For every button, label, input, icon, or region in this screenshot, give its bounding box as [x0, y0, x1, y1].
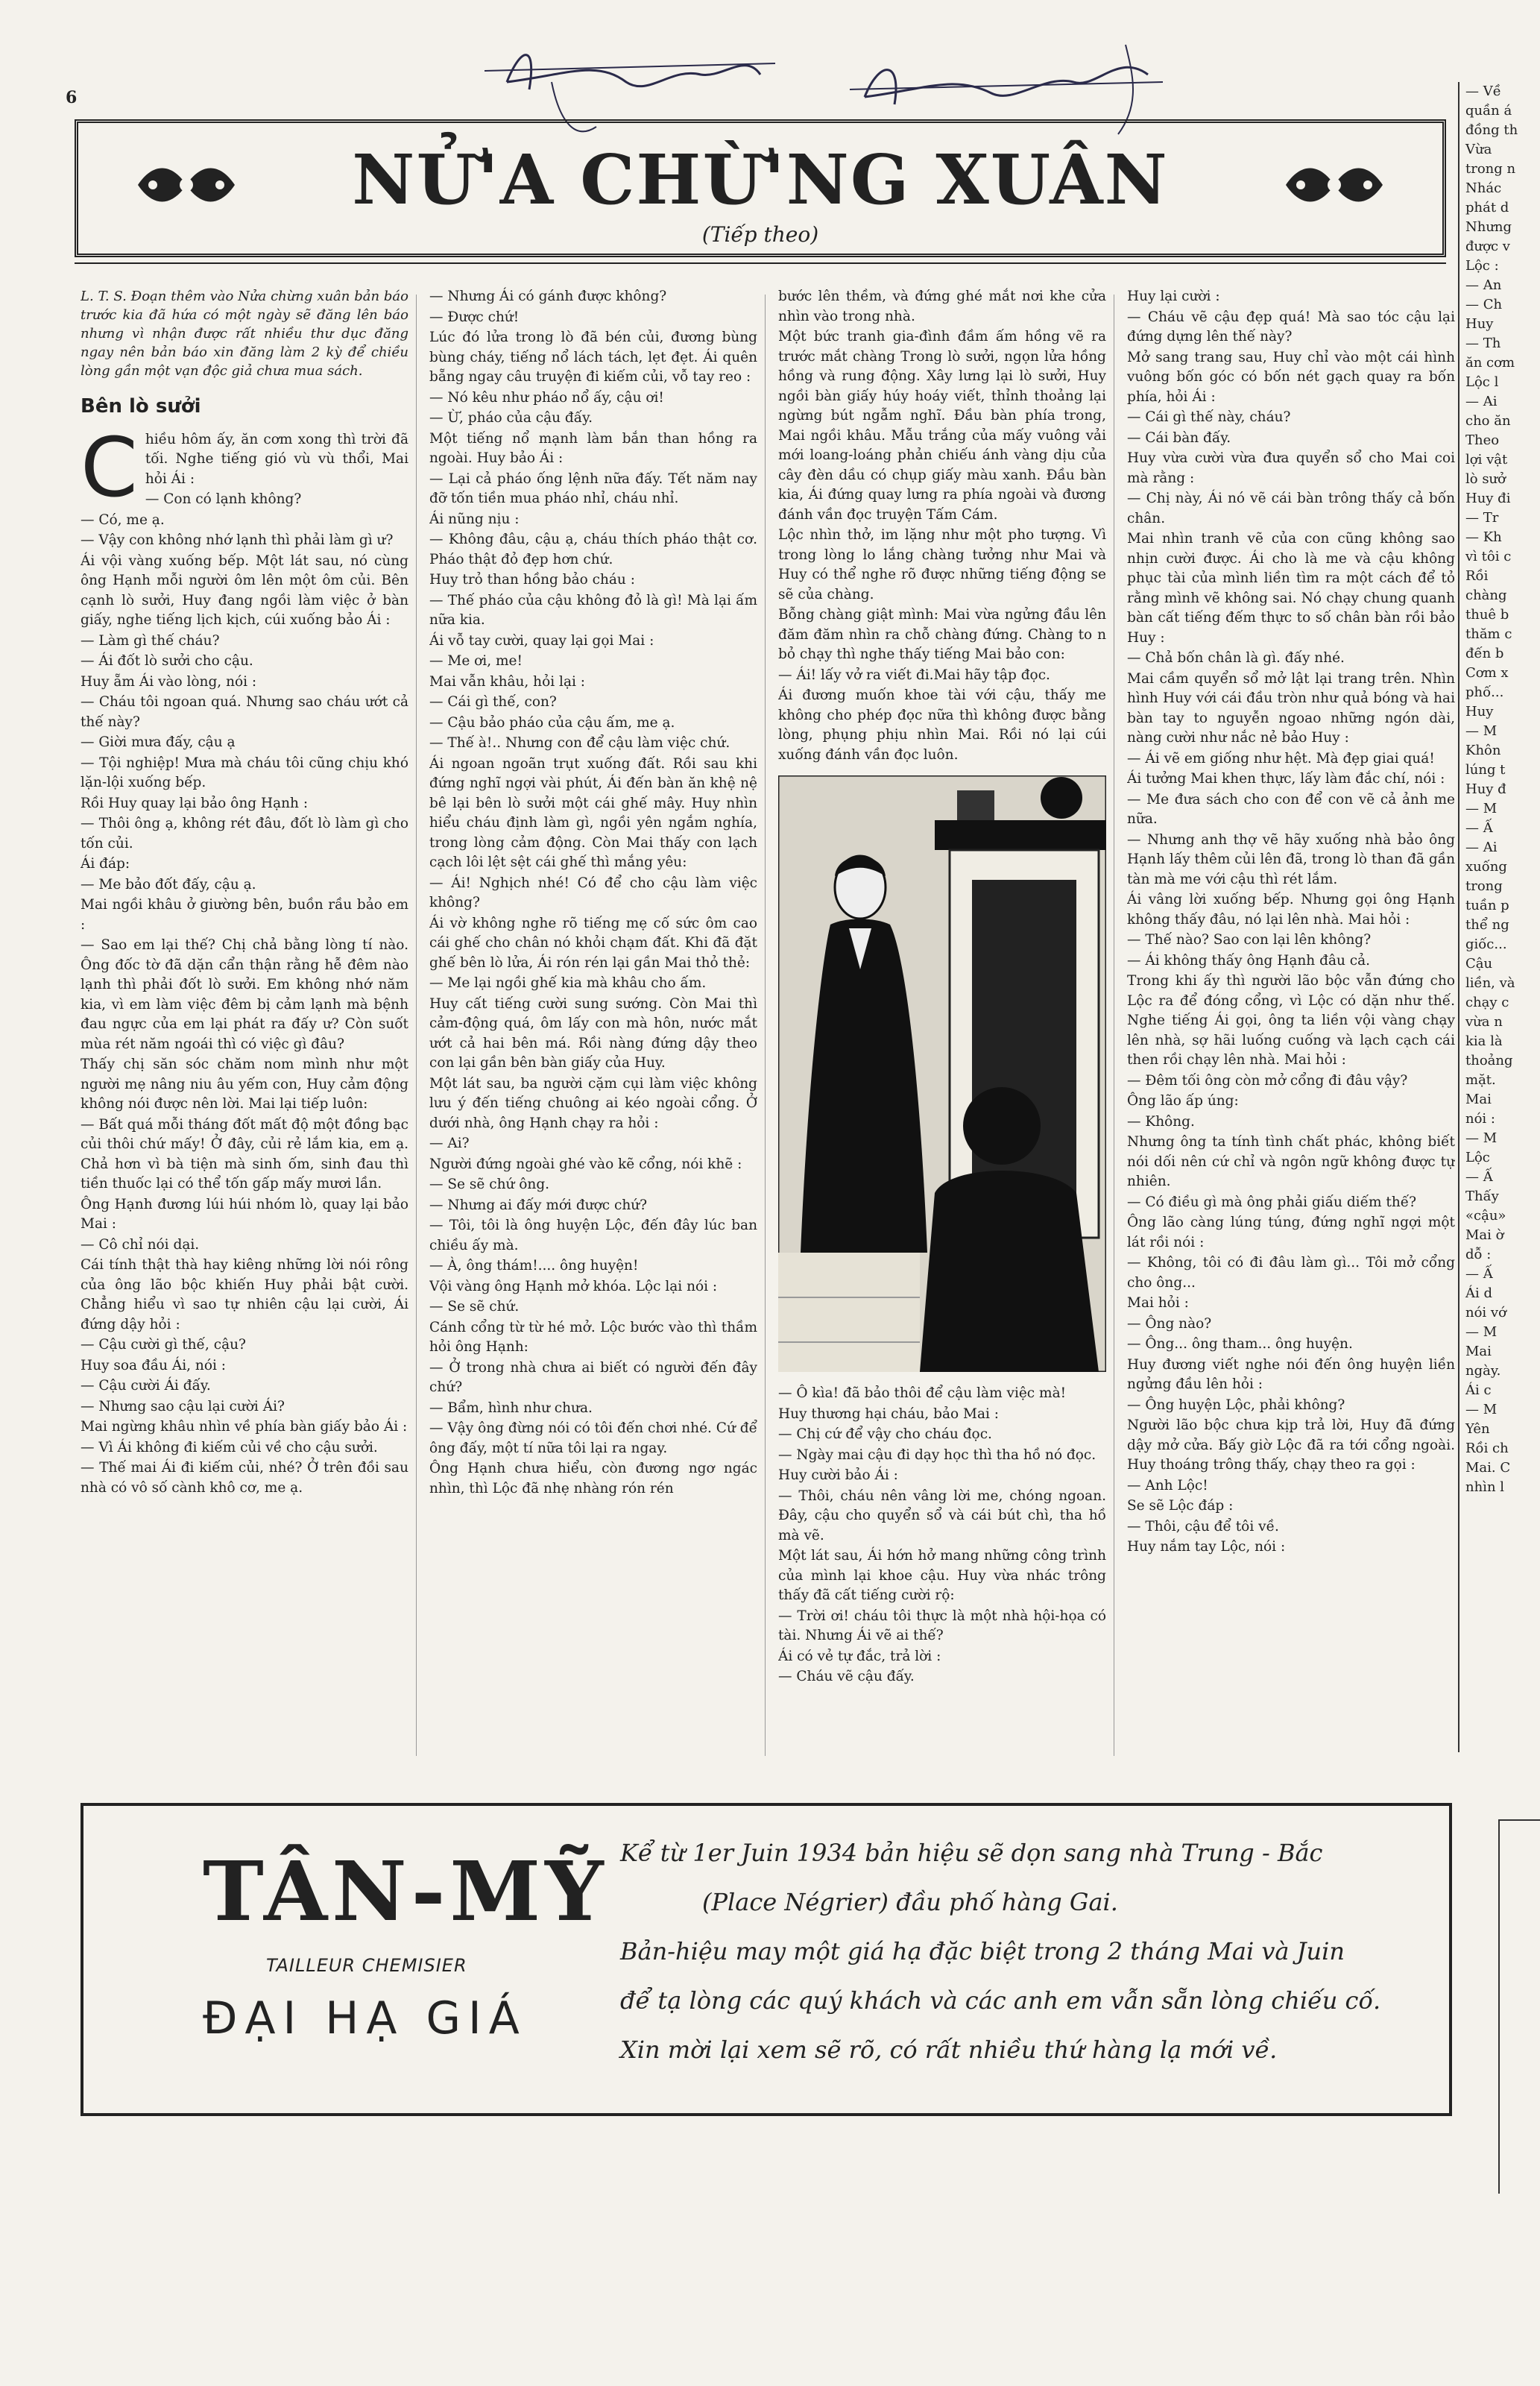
paragraph: — Cái gì thế này, cháu? — [1127, 409, 1291, 425]
paragraph: — Chả bốn chân là gì. đấy nhé. — [1127, 650, 1345, 666]
fragment-line: Mai — [1465, 1344, 1492, 1359]
fragment-line: chàng — [1465, 588, 1507, 603]
paragraph: — Có, me ạ. — [81, 511, 165, 528]
fragment-line: — Kh — [1465, 529, 1502, 545]
fragment-line: Mai ờ — [1465, 1227, 1504, 1243]
fragment-line: — Ch — [1465, 297, 1503, 312]
fragment-line: lợi vật — [1465, 452, 1508, 468]
paragraph: Ái nũng nịu : — [429, 511, 520, 527]
paragraph: — Vì Ái không đi kiếm củi về cho cậu sưởi. — [81, 1439, 378, 1455]
fragment-line: nhìn l — [1465, 1479, 1505, 1495]
paragraph: Mai vẫn khâu, hỏi lại : — [429, 673, 586, 690]
paragraph: — Nhưng anh thợ vẽ hãy xuống nhà bảo ông Hạnh lấy thêm củi lên đã, trong lò than đã gần tàn mà me với cậu thì rét lắm. — [1127, 831, 1455, 887]
paragraph: — Bẩm, hình như chưa. — [429, 1400, 593, 1416]
fragment-line: Nhưng — [1465, 219, 1512, 235]
paragraph: — Thôi ông ạ, không rét đâu, đốt lò làm gì cho tốn củi. — [81, 816, 408, 852]
column-1 — [81, 287, 408, 1756]
fragment-line: Huy — [1465, 316, 1494, 332]
paragraph: — Thế nào? Sao con lại lên không? — [1127, 932, 1372, 948]
paragraph: — Không. — [1127, 1113, 1195, 1130]
ad-text — [620, 1828, 1425, 2074]
paragraph: — Cậu bảo pháo của cậu ấm, me ạ. — [429, 714, 675, 731]
paragraph: — Thế mai Ái đi kiếm củi, nhé? Ở trên đồi sau nhà có vô số cành khô cơ, me ạ. — [81, 1460, 408, 1496]
paragraph: — Anh Lộc! — [1127, 1477, 1208, 1493]
paragraph: — Nó kêu như pháo nổ ấy, cậu ơi! — [429, 389, 664, 406]
paragraph: bước lên thềm, và đứng ghé mắt nơi khe cửa nhìn vào trong nhà. — [778, 289, 1106, 324]
column-3 — [778, 287, 1106, 1756]
paragraph: Một bức tranh gia-đình đầm ấm hồng vẽ ra trước mắt chàng Trong lò sưởi, ngọn lửa hồng hồng và rung động. Xây lưng lại lò sưởi, Huy ngồi bàn giấy húy hoáy viết, thỉnh thoảng lại ngừng bút ngẫm nghĩ. Đầu bàn phía trong, Mai ngồi khâu. Mẫu trắng của mấy vuông vải mới loang-loáng phản chiếu ánh vàng dịu của cây đèn dầu có chụp giấy màu xanh. Đầu bàn kia, Ái đứng quay lưng ra phía ngoài và đương đánh vần đọc truyện Tấm Cám. — [778, 329, 1106, 523]
paragraph: — Tôi, tôi là ông huyện Lộc, đến đây lúc ban chiều ấy mà. — [429, 1218, 757, 1253]
paragraph: Một lát sau, ba người cặm cụi làm việc không lưu ý đến tiếng chuông ai kéo ngoài cổng. Ở dưới nhà, ông Hạnh chạy ra hỏi : — [429, 1075, 757, 1131]
ad-line: Kể từ 1er Juin 1934 bản hiệu sẽ dọn sang nhà Trung - Bắc — [620, 1839, 1323, 1867]
fragment-line: Rồi ch — [1465, 1441, 1509, 1456]
paragraph: — Ái không thấy ông Hạnh đâu cả. — [1127, 952, 1371, 969]
paragraph: Ái tưởng Mai khen thực, lấy làm đắc chí, nói : — [1127, 771, 1445, 787]
fragment-line: ngày. — [1465, 1363, 1501, 1379]
divider — [75, 262, 1446, 264]
fragment-line: nói vớ — [1465, 1305, 1506, 1321]
paragraph: — Cậu cười gì thế, cậu? — [81, 1337, 246, 1353]
paragraph: Lộc nhìn thở, im lặng như một pho tượng. Vì trong lòng lo lắng chàng tưởng như Mai và Huy có thể nghe rõ được những tiếng động se sẽ của chàng. — [778, 527, 1106, 602]
paragraph: Huy soa đầu Ái, nói : — [81, 1357, 227, 1373]
paragraph: — Ái vẽ em giống như hệt. Mà đẹp giai quá! — [1127, 750, 1435, 767]
paragraph: — Ừ, pháo của cậu đấy. — [429, 410, 593, 426]
paragraph: — Con có lạnh không? — [145, 491, 302, 507]
paragraph: Mở sang trang sau, Huy chỉ vào một cái hình vuông bốn góc có bốn nét gạch quay ra bốn phía, hỏi Ái : — [1127, 349, 1455, 405]
fragment-line: Rồi — [1465, 568, 1489, 584]
fragment-line: — Ấ — [1465, 820, 1493, 836]
fragment-line: vì tôi c — [1465, 549, 1512, 564]
ad-line: (Place Négrier) đầu phố hàng Gai. — [702, 1888, 1118, 1916]
paragraph: Ông lão ấp úng: — [1127, 1093, 1239, 1109]
fragment-line: Huy đi — [1465, 491, 1511, 506]
paragraph: — Tội nghiệp! Mưa mà cháu tôi cũng chịu khó lặn-lội xuống bếp. — [81, 755, 408, 790]
article-title: NỬ'A CHỪ'NG XUÂN — [352, 139, 1169, 220]
fragment-line: — Về — [1465, 84, 1501, 99]
fragment-line: quần á — [1465, 103, 1512, 119]
paragraph: — Cái bàn đấy. — [1127, 429, 1231, 446]
section-heading: Bên lò sưởi — [81, 395, 201, 418]
fragment-line: — M — [1465, 1130, 1498, 1146]
paragraph: Ái đương muốn khoe tài với cậu, thấy me không cho phép đọc nữa thì không được bằng lòng, phụng phịu nhìn Mai. Rồi nó lại cúi xuống đánh vần đọc luôn. — [778, 687, 1106, 763]
fragment-line: — Ai — [1465, 840, 1498, 855]
paragraph: — Cái gì thế, con? — [429, 694, 557, 710]
fragment-line: Lộc l — [1465, 374, 1499, 390]
fragment-line: — Ấ — [1465, 1266, 1493, 1282]
fragment-line: thoảng — [1465, 1053, 1513, 1068]
fragment-line: — An — [1465, 277, 1502, 293]
paragraph: Huy vừa cười vừa đưa quyển sổ cho Mai coi mà rằng : — [1127, 450, 1455, 486]
paragraph: — Se sẽ chứ. — [429, 1299, 520, 1315]
article-body — [81, 287, 1455, 1756]
fragment-line: — Th — [1465, 336, 1501, 351]
paragraph: Bỗng chàng giật mình: Mai vừa ngửng đầu lên đăm đăm nhìn ra chỗ chàng đứng. Chàng to n bỏ chạy thì nghe thấy tiếng Mai bảo con: — [778, 607, 1106, 662]
paragraph: Ái vờ không nghe rõ tiếng mẹ cố sức ôm cao cái ghế cho chân nó khỏi chạm đất. Khi đã đặt ghế bên lò lửa, Ái rón rén lại gần Mai thỏ thẻ: — [429, 915, 757, 971]
paragraph: — Cháu vẽ cậu đấy. — [778, 1669, 915, 1684]
fragment-line: Lộc : — [1465, 258, 1499, 274]
paragraph: — Thôi, cậu để tôi về. — [1127, 1518, 1279, 1534]
paragraph: — Cháu vẽ cậu đẹp quá! Mà sao tóc cậu lại đứng dựng lên thế này? — [1127, 309, 1455, 344]
paragraph: Ông Hạnh chưa hiểu, còn đương ngơ ngác nhìn, thì Lộc đã nhẹ nhàng rón rén — [429, 1461, 757, 1496]
paragraph: — Ái đốt lò sưởi cho cậu. — [81, 653, 253, 669]
fragment-line: trong — [1465, 878, 1503, 894]
paragraph: Ông lão càng lúng túng, đứng nghĩ ngợi một lát rồi nói : — [1127, 1215, 1455, 1250]
paragraph: — Được chứ! — [429, 309, 520, 325]
fragment-line: Ái d — [1465, 1285, 1492, 1301]
column-2 — [429, 287, 757, 1756]
fragment-line: đồng th — [1465, 122, 1518, 138]
fragment-line: — Ấ — [1465, 1169, 1493, 1185]
paragraph: Nhưng ông ta tính tình chất phác, không biết nói dối nên cứ chỉ và ngôn ngữ không được tự nhiên. — [1127, 1134, 1455, 1189]
fragment-line: Huy đ — [1465, 781, 1506, 797]
paragraph: — Thế pháo của cậu không đỏ là gì! Mà lại ấm nữa kia. — [429, 592, 757, 628]
paragraph: Ái có vẻ tự đắc, trả lời : — [778, 1648, 941, 1664]
paragraph: — Ông nào? — [1127, 1315, 1212, 1332]
paragraph: — Ai? — [429, 1136, 470, 1151]
paragraph: — Me đưa sách cho con để con vẽ cả ảnh me nữa. — [1127, 791, 1455, 827]
fragment-line: được v — [1465, 239, 1510, 254]
dropcap: C — [81, 419, 138, 515]
fragment-line: liền, và — [1465, 975, 1515, 991]
fragment-line: — Ai — [1465, 394, 1498, 409]
paragraph: — Giời mưa đấy, cậu ạ — [81, 734, 236, 750]
paragraph: Người lão bộc chưa kịp trả lời, Huy đã đứng dậy mở cửa. Bấy giờ Lộc đã ra tới cổng ngoài. Huy thoáng trông thấy, chạy theo ra gọi : — [1127, 1417, 1455, 1473]
ad-line: Xin mời lại xem sẽ rõ, có rất nhiều thứ hàng lạ mới về. — [620, 2036, 1278, 2064]
paragraph: — À, ông thám!.... ông huyện! — [429, 1258, 639, 1274]
fragment-line: Cậu — [1465, 956, 1493, 972]
illustration-image — [778, 775, 1106, 1372]
fragment-line: — M — [1465, 723, 1498, 739]
column-4 — [1127, 287, 1455, 1756]
paragraph: Huy cất tiếng cười sung sướng. Còn Mai thì cảm-động quá, ôm lấy con mà hôn, nước mắt ướt cả hai bên má. Rồi nàng đứng dậy theo con lại gần bên bàn giấy của Huy. — [429, 995, 757, 1071]
paragraph: Ái đáp: — [81, 856, 130, 872]
paragraph: Huy nắm tay Lộc, nói : — [1127, 1539, 1286, 1555]
paragraph: — Cháu tôi ngoan quá. Nhưng sao cháu ướt cả thế này? — [81, 694, 408, 730]
paragraph: Mai nhìn tranh vẽ của con cũng không sao nhịn cười được. Ái cho là me và cậu không phục tài của mình liền tìm ra một cách để tỏ rằng mình vẽ không sai. Nó chạy chung quanh bàn cất tiếng đếm thực to số chân bàn rồi bảo Huy : — [1127, 531, 1455, 646]
paragraph: — Không đâu, cậu ạ, cháu thích pháo thật cơ. Pháo thật đỏ đẹp hơn chứ. — [429, 532, 757, 567]
fragment-line: Ái c — [1465, 1382, 1492, 1398]
fragment-line: Khôn — [1465, 743, 1501, 758]
fragment-line: đến b — [1465, 646, 1504, 661]
paragraph: Ái ngoan ngoãn trụt xuống đất. Rồi sau khi đứng nghĩ ngợi vài phút, Ái đến bàn ăn khệ nệ bê lại bên lò sưởi một cái ghế mây. Huy nhìn hiểu cháu định làm gì, ngồi yên ngắm nghía, trong lòng cảm động. Còn Mai thấy con lạch cạch lôi lệt sệt cái ghế thì mắng yêu: — [429, 755, 757, 870]
paragraph: hiều hôm ấy, ăn cơm xong thì trời đã tối. Nghe tiếng gió vù vù thổi, Mai hỏi Ái : — [145, 431, 408, 487]
paragraph: Thấy chị săn sóc chăm nom mình như một người mẹ nâng niu âu yếm con, Huy cảm động không nói được nên lời. Mai lại tiếp luôn: — [81, 1057, 408, 1112]
fragment-line: Lộc — [1465, 1150, 1490, 1165]
fragment-line: — Tr — [1465, 510, 1499, 526]
fragment-line: lò sưở — [1465, 471, 1506, 487]
adjacent-ad-fragment — [1498, 1819, 1540, 2194]
fragment-line: thể ng — [1465, 917, 1509, 933]
paragraph: Cánh cổng từ từ hé mở. Lộc bước vào thì thầm hỏi ông Hạnh: — [429, 1319, 757, 1355]
paragraph: — Ái! lấy vở ra viết đi.Mai hãy tập đọc. — [778, 667, 1050, 683]
fragment-line: phố... — [1465, 684, 1504, 700]
fragment-line: — M — [1465, 1324, 1498, 1340]
fragment-line: «cậu» — [1465, 1208, 1506, 1224]
article-header — [75, 119, 1446, 257]
fragment-line: giốc... — [1465, 937, 1507, 952]
fragment-line: nói : — [1465, 1111, 1495, 1127]
fragment-line: vừa n — [1465, 1014, 1503, 1030]
fragment-line: Huy — [1465, 704, 1494, 720]
paragraph: — Ô kìa! đã bảo thôi để cậu làm việc mà! — [778, 1385, 1067, 1401]
paragraph: Ái vội vàng xuống bếp. Một lát sau, nó cùng ông Hạnh mỗi người ôm lên một ôm củi. Bên cạnh lò sưởi, Huy đang ngồi làm việc ở bàn giấy, nghe tiếng lịch kịch, cúi xuống bảo Ái : — [81, 553, 408, 628]
paragraph: — Làm gì thế cháu? — [81, 632, 220, 649]
fragment-line: lúng t — [1465, 762, 1506, 778]
ad-line: để tạ lòng các quý khách và các anh em vẫn sẵn lòng chiếu cố. — [620, 1986, 1381, 2015]
fragment-line: dỗ : — [1465, 1247, 1492, 1262]
paragraph: — Vậy con không nhớ lạnh thì phải làm gì ư? — [81, 532, 394, 548]
fragment-line: kia là — [1465, 1033, 1503, 1049]
paragraph: — Bất quá mỗi tháng đốt mất độ một đồng bạc củi thôi chứ mấy! Ở đây, củi rẻ lắm kia, em ạ. Chả hơn vì bà tiện mà sinh ốm, sinh đau thì tiền thuốc lại có thể tốn gấp mấy mươi lần. — [81, 1116, 408, 1192]
fragment-line: chạy c — [1465, 995, 1509, 1010]
paragraph: Huy trỏ than hồng bảo cháu : — [429, 572, 635, 588]
paragraph: Mai cầm quyển sổ mở lật lại trang trên. Nhìn hình Huy với cái đầu tròn như quả bóng và hai bàn tay to nguyễn ngoao những ngón dài, nàng cười như nắc nẻ bảo Huy : — [1127, 670, 1455, 746]
paragraph: — Me lại ngồi ghế kia mà khâu cho ấm. — [429, 975, 707, 991]
paragraph: — Vậy ông đừng nói có tôi đến chơi nhé. Cứ để ông đấy, một tí nữa tôi lại ra ngay. — [429, 1420, 757, 1456]
paragraph: Ái vâng lời xuống bếp. Nhưng gọi ông Hạnh không thấy đâu, nó lại lên nhà. Mai hỏi : — [1127, 892, 1455, 928]
fragment-line: Theo — [1465, 432, 1500, 448]
fragment-line: — M — [1465, 1402, 1498, 1417]
paragraph: — Trời ơi! cháu tôi thực là một nhà hội-họa có tài. Nhưng Ái vẽ ai thế? — [778, 1608, 1106, 1643]
paragraph: Mai hỏi : — [1127, 1295, 1189, 1311]
paragraph: — Ngày mai cậu đi dạy học thì tha hồ nó đọc. — [778, 1447, 1096, 1463]
fragment-line: tuần p — [1465, 898, 1509, 913]
adjacent-column-fragment — [1458, 82, 1540, 1752]
fragment-line: mặt. — [1465, 1072, 1496, 1088]
paragraph: Rồi Huy quay lại bảo ông Hạnh : — [81, 795, 309, 811]
ornament-icon — [1278, 159, 1390, 211]
paragraph: — Ái! Nghịch nhé! Có để cho cậu làm việc không? — [429, 875, 757, 910]
ad-line: Bản-hiệu may một giá hạ đặc biệt trong 2 tháng Mai và Juin — [620, 1937, 1345, 1965]
fragment-line: xuống — [1465, 859, 1507, 875]
fragment-line: Mai — [1465, 1092, 1492, 1107]
paragraph: Huy ẵm Ái vào lòng, nói : — [81, 673, 257, 690]
paragraph: — Thế à!.. Nhưng con để cậu làm việc chứ. — [429, 735, 730, 751]
fragment-line: Yên — [1465, 1421, 1490, 1437]
page-number: 6 — [66, 88, 78, 107]
paragraph: Huy thương hại cháu, bảo Mai : — [778, 1406, 1000, 1422]
paragraph: — Se sẽ chứ ông. — [429, 1177, 550, 1192]
paragraph: — Nhưng Ái có gánh được không? — [429, 289, 667, 304]
fragment-line: Vừa — [1465, 142, 1492, 157]
paragraph: — Nhưng sao cậu lại cười Ái? — [81, 1398, 285, 1414]
article-subtitle: (Tiếp theo) — [701, 222, 819, 247]
fragment-line: thăm c — [1465, 626, 1512, 642]
paragraph: — Lại cả pháo ống lệnh nữa đấy. Tết năm nay đỡ tốn tiền mua pháo nhỉ, cháu nhỉ. — [429, 470, 757, 506]
fragment-line: ăn cơm — [1465, 355, 1515, 371]
advertisement — [81, 1803, 1452, 2116]
fragment-line: cho ăn — [1465, 413, 1511, 429]
paragraph: — Nhưng ai đấy mới được chứ? — [429, 1197, 648, 1213]
paragraph: — Thôi, cháu nên vâng lời me, chóng ngoan. Đây, cậu cho quyển sổ và cái bút chì, tha hồ mà vẽ. — [778, 1488, 1106, 1543]
paragraph: — Chị này, Ái nó vẽ cái bàn trông thấy cả bốn chân. — [1127, 491, 1455, 526]
paragraph: Một tiếng nổ mạnh làm bắn than hồng ra ngoài. Huy bảo Ái : — [429, 430, 757, 466]
paragraph: Ái vỗ tay cười, quay lại gọi Mai : — [429, 632, 654, 649]
ad-brand: TÂN-MỸ — [203, 1843, 608, 1939]
paragraph: — Me ơi, me! — [429, 653, 523, 669]
paragraph: Lúc đó lửa trong lò đã bén củi, đương bùng bùng cháy, tiếng nổ lách tách, lẹt đẹt. Ái quên bẵng ngay câu truyện đi kiếm củi, vỗ tay reo : — [429, 330, 757, 385]
column-divider — [765, 295, 766, 1756]
paragraph: — Có điều gì mà ông phải giấu diếm thế? — [1127, 1194, 1417, 1210]
paragraph: Ông Hạnh đương lúi húi nhóm lò, quay lại bảo Mai : — [81, 1196, 408, 1232]
ad-subtitle: TAILLEUR CHEMISIER — [266, 1955, 467, 1976]
paragraph: Mai ngồi khâu ở giường bên, buồn rầu bảo em : — [81, 897, 408, 933]
paragraph: Vội vàng ông Hạnh mở khóa. Lộc lại nói : — [429, 1278, 718, 1294]
editor-note: L. T. S. Đoạn thêm vào Nửa chừng xuân bản báo trước kia đã hứa có một ngày sẽ đăng lên báo nhưng vì nhận được rất nhiều thư dục đăng ngay nên bản báo xin đăng làm 2 kỳ để chiều lòng gần một vạn độc giả chưa mua sách. — [81, 289, 408, 379]
paragraph: — Ông... ông tham... ông huyện. — [1127, 1336, 1353, 1352]
fragment-line: thuê b — [1465, 607, 1509, 623]
column-divider — [416, 295, 417, 1756]
paragraph: Người đứng ngoài ghé vào kẽ cổng, nói khẽ : — [429, 1156, 742, 1172]
paragraph: — Cậu cười Ái đấy. — [81, 1378, 211, 1394]
fragment-line: phát d — [1465, 200, 1509, 215]
fragment-line: Thấy — [1465, 1189, 1499, 1204]
paragraph: Huy lại cười : — [1127, 289, 1220, 304]
paragraph: Mai ngừng khâu nhìn về phía bàn giấy bảo Ái : — [81, 1419, 408, 1435]
paragraph: Một lát sau, Ái hớn hở mang những công trình của mình lại khoe cậu. Huy vừa nhác trông thấy đã cất tiếng cười rộ: — [778, 1548, 1106, 1603]
paragraph: Cái tính thật thà hay kiêng những lời nói rông của ông lão bộc khiến Huy phải bật cười. Chẳng hiểu vì sao tự nhiên cậu lại cười, Ái đứng dậy hỏi : — [81, 1257, 408, 1332]
ad-sale-headline: ĐẠI HẠ GIÁ — [203, 1992, 527, 2045]
fragment-line: Nhác — [1465, 180, 1502, 196]
paragraph: — Ông huyện Lộc, phải không? — [1127, 1397, 1345, 1413]
paragraph: Huy cười bảo Ái : — [778, 1467, 898, 1483]
paragraph: — Chị cứ để vậy cho cháu đọc. — [778, 1426, 992, 1442]
paragraph: Se sẽ Lộc đáp : — [1127, 1498, 1234, 1514]
paragraph: Trong khi ấy thì người lão bộc vẫn đứng cho Lộc ra để đóng cổng, vì Lộc có dặn như thế. Nghe tiếng Ái gọi, ông ta liền vội vàng chạy lên nhà, sợ hãi luống cuống và lạch cạch cái then rồi chạy lên nhà. Mai hỏi : — [1127, 973, 1455, 1068]
paragraph: — Sao em lại thế? Chị chả bằng lòng tí nào. Ông đốc tờ đã dặn cẩn thận rằng hễ đêm nào lạnh thì phải đốt lò sưởi. Em không nhớ năm kia, vì em làm việc đêm bị cảm lạnh mà bệnh đau ngực của em lại phát ra đấy ư? Còn suốt mùa rét năm ngoái thì có việc gì đâu? — [81, 937, 408, 1052]
paragraph: — Cô chỉ nói dại. — [81, 1236, 200, 1253]
fragment-line: — M — [1465, 801, 1498, 816]
fragment-line: trong n — [1465, 161, 1516, 177]
paragraph: — Không, tôi có đi đâu làm gì... Tôi mở cổng cho ông... — [1127, 1255, 1455, 1291]
paragraph: — Đêm tối ông còn mở cổng đi đâu vậy? — [1127, 1072, 1408, 1089]
paragraph: — Me bảo đốt đấy, cậu ạ. — [81, 876, 256, 893]
fragment-line: Mai. C — [1465, 1460, 1511, 1476]
paragraph: — Ở trong nhà chưa ai biết có người đến đây chứ? — [429, 1359, 757, 1395]
paragraph: Huy đương viết nghe nói đến ông huyện liền ngửng đầu lên hỏi : — [1127, 1356, 1455, 1392]
fragment-line: Cơm x — [1465, 665, 1509, 681]
